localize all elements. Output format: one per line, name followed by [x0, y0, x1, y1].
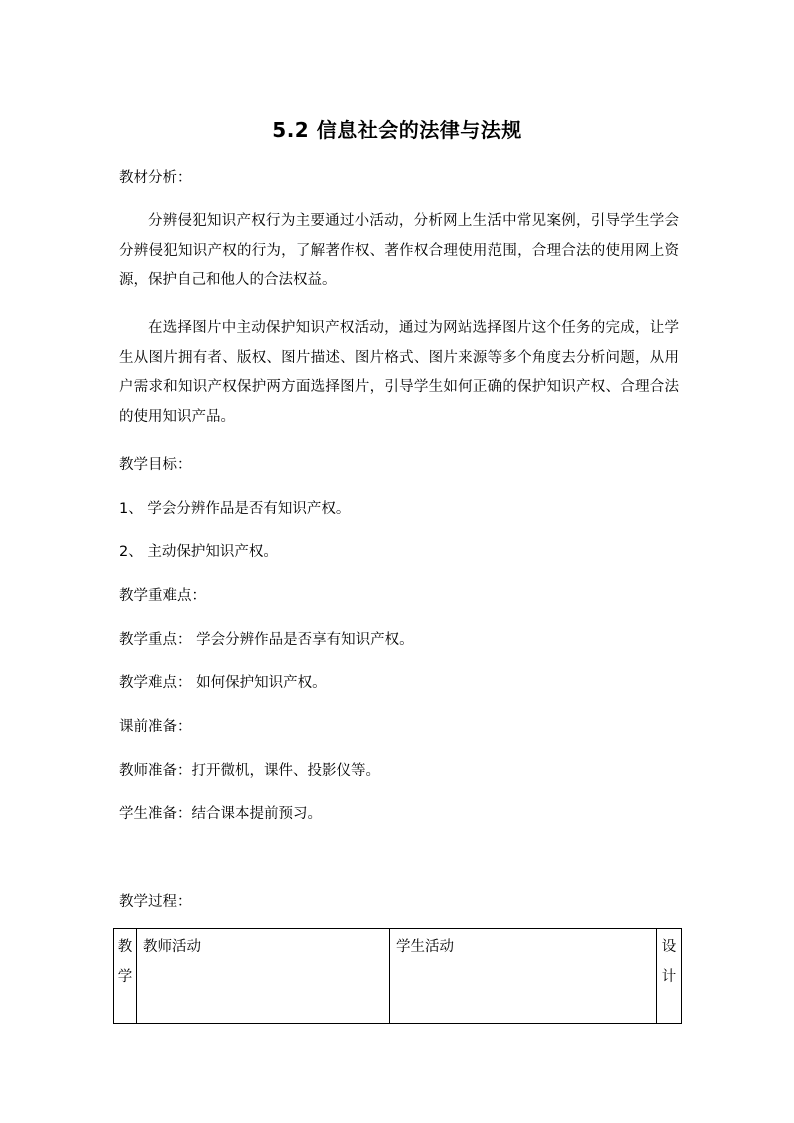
table-header-cell-stage: 教学: [114, 929, 137, 1024]
material-paragraph-1: 分辨侵犯知识产权行为主要通过小活动，分析网上生活中常见案例，引导学生学会分辨侵犯知识产权的行为，了解著作权、著作权合理使用范围，合理合法的使用网上资源，保护自己和他人的合法权益。: [119, 213, 679, 288]
table-header-cell-design: 设计: [657, 929, 682, 1024]
process-heading: 教学过程：: [119, 894, 192, 910]
goal-item-2: 2、 主动保护知识产权。: [119, 544, 278, 560]
table-header-cell-student: 学生活动: [390, 929, 657, 1024]
difficult-point: 教学难点： 如何保护知识产权。: [119, 675, 327, 691]
process-table: [113, 928, 682, 1024]
teacher-preparation: 教师准备：打开微机，课件、投影仪等。: [119, 763, 380, 779]
page-title: 5.2 信息社会的法律与法规: [272, 118, 522, 142]
material-paragraph-2: 在选择图片中主动保护知识产权活动，通过为网站选择图片这个任务的完成，让学生从图片拥有者、版权、图片描述、图片格式、图片来源等多个角度去分析问题，从用户需求和知识产权保护两方面选择图片，引导学生如何正确的保护知识产权、合理合法的使用知识产品。: [119, 320, 679, 425]
goals-heading: 教学目标：: [119, 457, 192, 473]
goal-item-1: 1、 学会分辨作品是否有知识产权。: [119, 501, 351, 517]
student-preparation: 学生准备：结合课本提前预习。: [119, 806, 322, 822]
key-points-heading: 教学重难点：: [119, 588, 206, 604]
table-row: [114, 929, 682, 1024]
material-analysis-heading: 教材分析：: [119, 170, 192, 186]
table-header-cell-teacher: 教师活动: [137, 929, 390, 1024]
preparation-heading: 课前准备：: [119, 719, 192, 735]
key-point: 教学重点： 学会分辨作品是否享有知识产权。: [119, 632, 414, 648]
